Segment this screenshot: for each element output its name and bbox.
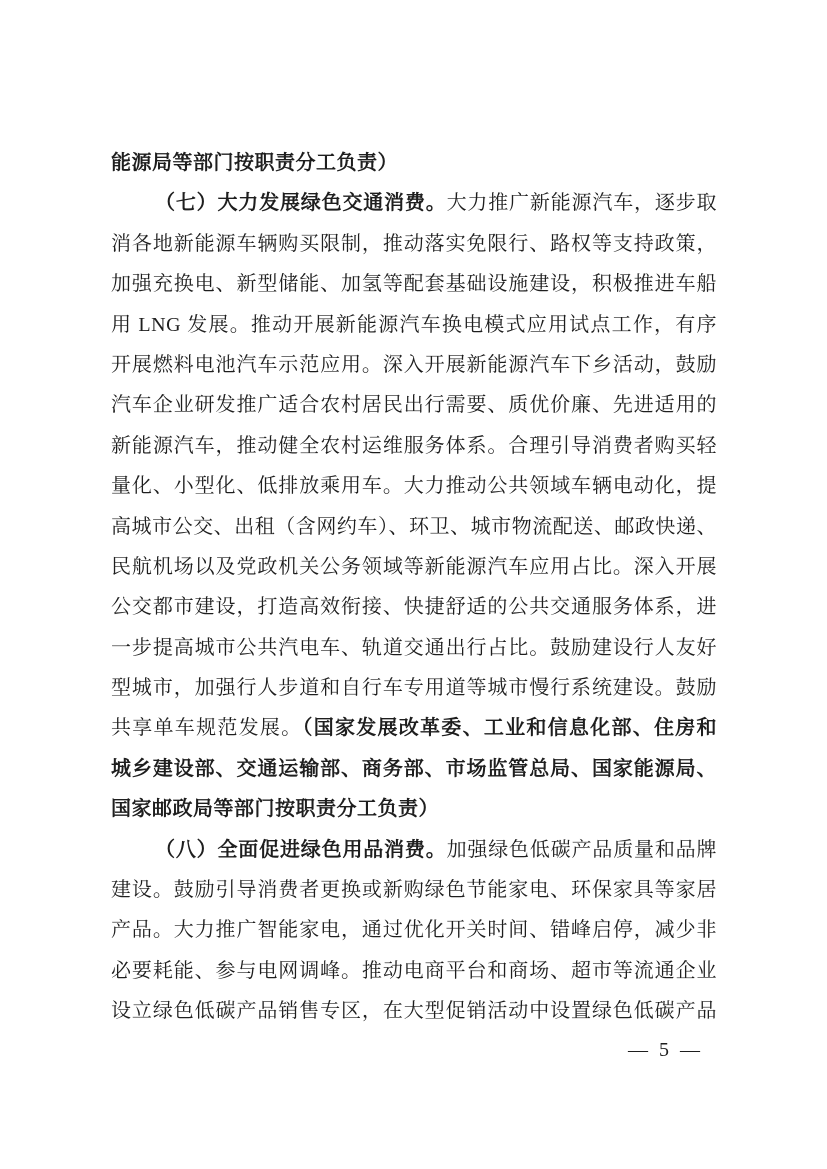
body-text: 型城市，加强行人步道和自行车专用道等城市慢行系统建设。鼓励: [111, 677, 717, 700]
text-line: [111, 628, 717, 668]
text-line: [111, 789, 717, 829]
body-text: 加强绿色低碳产品质量和品牌: [446, 838, 718, 861]
attribution-text: （国家发展改革委、工业和信息化部、住房和: [302, 717, 718, 740]
body-text: 设立绿色低碳产品销售专区，在大型促销活动中设置绿色低碳产品: [111, 1000, 717, 1023]
text-line: [111, 183, 717, 223]
text-line: [111, 668, 717, 708]
text-line: [111, 547, 717, 587]
body-text: 量化、小型化、低排放乘用车。大力推动公共领域车辆电动化，提: [111, 475, 717, 498]
text-line: [111, 385, 717, 425]
body-text: 民航机场以及党政机关公务领域等新能源汽车应用占比。深入开展: [111, 555, 717, 578]
text-line: [111, 143, 717, 183]
body-text: 开展燃料电池汽车示范应用。深入开展新能源汽车下乡活动，鼓励: [111, 353, 717, 376]
text-line: [111, 870, 717, 910]
body-text: 产品。大力推广智能家电，通过优化开关时间、错峰启停，减少非: [111, 919, 717, 942]
attribution-text: 城乡建设部、交通运输部、商务部、市场监管总局、国家能源局、: [111, 757, 717, 780]
text-line: [111, 991, 717, 1031]
body-text: 大力推广新能源汽车，逐步取: [446, 192, 718, 215]
text-line: [111, 708, 717, 748]
text-line: [111, 345, 717, 385]
section-heading-text: （八）全面促进绿色用品消费。: [155, 838, 447, 861]
body-text: 新能源汽车，推动健全农村运维服务体系。合理引导消费者购买轻: [111, 434, 717, 457]
section-heading-text: （七）大力发展绿色交通消费。: [155, 192, 447, 215]
text-line: [111, 466, 717, 506]
body-text: 共享单车规范发展。: [111, 717, 303, 740]
body-text: 高城市公交、出租（含网约车）、环卫、城市物流配送、邮政快递、: [111, 515, 717, 538]
text-line: [111, 749, 717, 789]
body-text: 必要耗能、参与电网调峰。推动电商平台和商场、超市等流通企业: [111, 959, 717, 982]
body-text: 一步提高城市公共汽电车、轨道交通出行占比。鼓励建设行人友好: [111, 636, 717, 659]
text-line: [111, 830, 717, 870]
text-line: [111, 426, 717, 466]
attribution-text: 国家邮政局等部门按职责分工负责）: [111, 798, 439, 821]
text-line: [111, 264, 717, 304]
body-text: 公交都市建设，打造高效衔接、快捷舒适的公共交通服务体系，进: [111, 596, 717, 619]
body-text: 消各地新能源车辆购买限制，推动落实免限行、路权等支持政策，: [111, 232, 717, 255]
attribution-text: 能源局等部门按职责分工负责）: [111, 152, 398, 174]
body-text: 加强充换电、新型储能、加氢等配套基础设施建设，积极推进车船: [111, 273, 717, 296]
document-body: [111, 143, 717, 1032]
text-line: [111, 910, 717, 950]
text-line: [111, 224, 717, 264]
text-line: [111, 507, 717, 547]
page-number: — 5 —: [628, 1039, 703, 1061]
body-text: 建设。鼓励引导消费者更换或新购绿色节能家电、环保家具等家居: [111, 879, 717, 902]
text-line: [111, 305, 717, 345]
body-text: 用 LNG 发展。推动开展新能源汽车换电模式应用试点工作，有序: [111, 313, 717, 336]
body-text: 汽车企业研发推广适合农村居民出行需要、质优价廉、先进适用的: [111, 394, 717, 417]
text-line: [111, 951, 717, 991]
text-line: [111, 587, 717, 627]
